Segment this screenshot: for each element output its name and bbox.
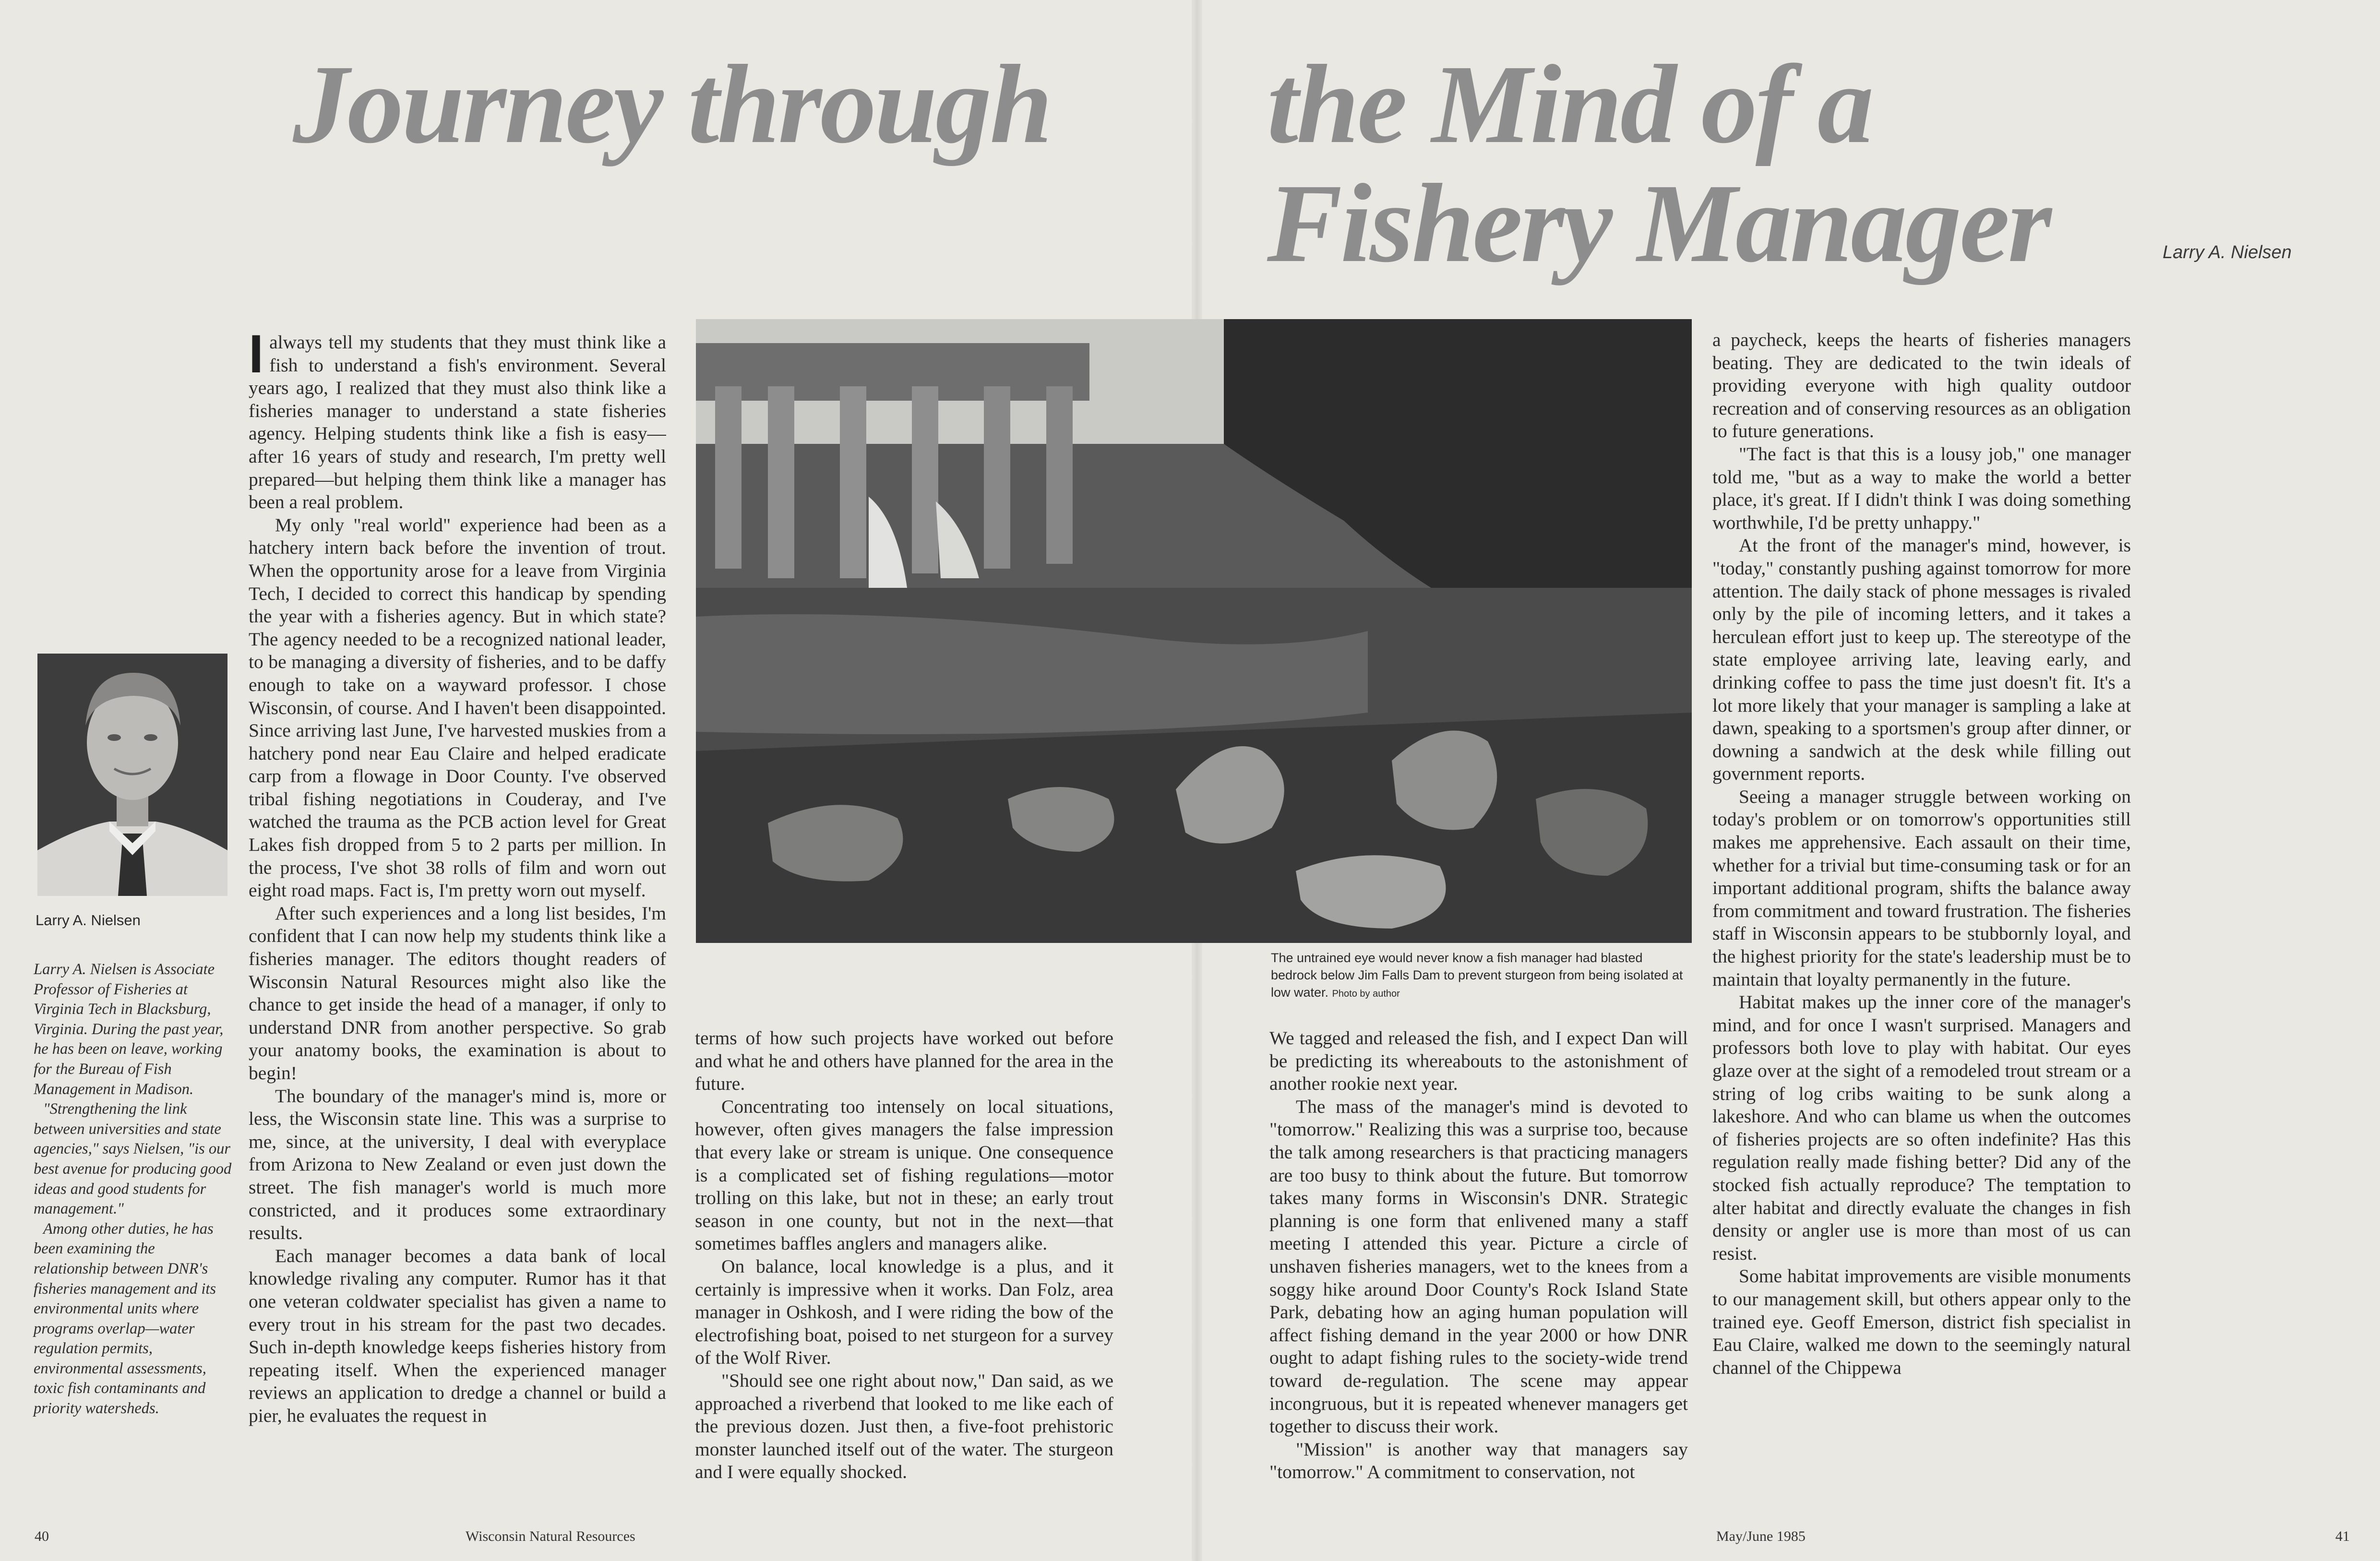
body-paragraph: Seeing a manager struggle between working on today's problem or on tomorrow's opportunities still makes me apprehensive. Each assault on their time, whether for a trivial but time-consuming task or for an important additional program, shifts the balance away from commitment and toward frustration. The fisheries staff in Wisconsin appears to be stubbornly loyal, and the highest priority for the state's leadership must be to maintain that loyalty permanently in the future. [1712, 786, 2131, 990]
dam-photo-image [696, 319, 1692, 943]
author-bio [34, 960, 233, 1419]
photo-caption [1271, 949, 1688, 1002]
body-paragraph: The mass of the manager's mind is devoted to "tomorrow." Realizing this was a surprise too, because the talk among researchers is that practicing managers are too busy to think about the future. But tomorrow takes many forms in Wisconsin's DNR. Strategic planning is one form that enlivened many a staff meeting I attended this year. Picture a circle of unshaven fisheries managers, wet to the knees from a soggy hike around Door County's Rock Island State Park, debating how an aging human population will affect fishing demand in the year 2000 or how DNR ought to adapt fishing rules to the society-wide trend toward de-regulation. The scene may appear incongruous, but it is repeated whenever managers get together to discuss their work. [1269, 1096, 1688, 1437]
author-byline: Larry A. Nielsen [2163, 242, 2292, 262]
body-paragraph: At the front of the manager's mind, however, is "today," constantly pushing against tomorrow for more attention. The daily stack of phone messages is rivaled only by the pile of incoming letters, and it takes a herculean effort just to keep up. The stereotype of the state employee arriving late, leaving early, and drinking coffee to pass the time just doesn't fit. It's a lot more likely that your manager is sampling a lake at dawn, speaking to a sportsmen's group after dinner, or downing a sandwich at the desk while filling out government reports. [1712, 535, 2131, 785]
body-paragraph: Habitat makes up the inner core of the manager's mind, and for once I wasn't surprised. Managers and professors both love to play with habitat. Our eyes glaze over at the sight of a remodeled trout stream or a string of log cribs waiting to be sunk along a lakeshore. And who can blame us when the outcomes of fisheries projects are so often indefinite? Has this regulation really made fishing better? Did any of the stocked fish actually reproduce? The temptation to alter habitat and directly evaluate the changes in fish density or angler use is more than most of us can resist. [1712, 991, 2131, 1264]
drop-cap: I [249, 331, 264, 384]
right-page-number: 41 [2335, 1528, 2350, 1544]
title-line2-right: Fishery Manager [1267, 161, 2050, 286]
dam-photo [696, 319, 1692, 943]
author-portrait-photo [37, 654, 227, 896]
body-paragraph: The boundary of the manager's mind is, more or less, the Wisconsin state line. This was a surprise to me, since, at the university, I deal with everyplace from Arizona to New Zealand or even just down the street. The fish manager's world is much more constricted, and it produces some extraordinary results. [249, 1085, 666, 1244]
body-paragraph: terms of how such projects have worked out before and what he and others have planned for the area in the future. [695, 1027, 1113, 1095]
body-paragraph: My only "real world" experience had been as a hatchery intern back before the invention of trout. When the opportunity arose for a leave from Virginia Tech, I decided to correct this handicap by spending the year with a fisheries agency. But in which state? The agency needed to be a recognized national leader, to be managing a diversity of fisheries, and to be daffy enough to take on a wayward professor. I chose Wisconsin, of course. And I haven't been disappointed. Since arriving last June, I've harvested muskies from a hatchery pond near Eau Claire and helped eradicate carp from a flowage in Door County. I've observed tribal fishing negotiations in Couderay, and I've watched the trauma as the PCB action level for Great Lakes fish dropped from 5 to 2 parts per million. In the process, I've shot 38 rolls of film and worn out eight road maps. Fact is, I'm pretty worn out myself. [249, 514, 666, 901]
article-column-3 [1269, 1027, 1688, 1507]
body-paragraph: We tagged and released the fish, and I expect Dan will be predicting its whereabouts to the astonishment of another rookie next year. [1269, 1027, 1688, 1095]
bio-paragraph: "Strengthening the link between universities and state agencies," says Nielsen, "is our best avenue for producing good ideas and good students for management." [34, 1100, 232, 1218]
body-paragraph: Some habitat improvements are visible monuments to our management skill, but others appear only to the trained eye. Geoff Emerson, district fish specialist in Eau Claire, walked me down to the seemingly natural channel of the Chippewa [1712, 1265, 2131, 1378]
title-line1-left: Journey through [293, 42, 1051, 167]
photo-credit: Photo by author [1332, 989, 1400, 999]
article-column-4 [1712, 329, 2131, 1507]
title-line1-right: the Mind of a [1267, 42, 1872, 167]
bio-paragraph: Among other duties, he has been examining the relationship between DNR's fisheries management and its environmental units where programs overlap—water regulation permits, environmental assessments, toxic fish contaminants and priority watersheds. [34, 1220, 216, 1418]
portrait-image [37, 654, 227, 896]
body-paragraph: Concentrating too intensely on local situations, however, often gives managers the false impression that every lake or stream is unique. One consequence is a complicated set of fishing regulations—motor trolling on this lake, but not in these; an early trout season in one county, but not in the next—that sometimes baffles anglers and managers alike. [695, 1096, 1113, 1254]
body-paragraph: "The fact is that this is a lousy job," one manager told me, "but as a way to make the world a better place, it's great. If I didn't think I was doing something worthwhile, I'd be pretty unhappy." [1712, 443, 2131, 533]
body-paragraph: Ialways tell my students that they must think like a fish to understand a fish's environment. Several years ago, I realized that they must also think like a fisheries manager to understand a state fisheries agency. Helping students think like a fish is easy—after 16 years of study and research, I'm pretty well prepared—but helping them think like a manager has been a real problem. [249, 331, 666, 513]
left-page-number: 40 [35, 1528, 49, 1544]
bio-paragraph: Larry A. Nielsen is Associate Professor of Fisheries at Virginia Tech in Blacksburg, Virginia. During the past year, he has been on leave, working for the Bureau of Fish Management in Madison. [34, 961, 224, 1098]
body-paragraph: Each manager becomes a data bank of local knowledge rivaling any computer. Rumor has it that one veteran coldwater specialist has given a name to every trout in his stream for the past two decades. Such in-depth knowledge keeps fisheries history from repeating itself. When the experienced manager reviews an application to dredge a channel or build a pier, he evaluates the request in [249, 1245, 666, 1426]
portrait-label: Larry A. Nielsen [36, 912, 141, 929]
article-column-2 [695, 1027, 1113, 1507]
left-running-footer: Wisconsin Natural Resources [466, 1528, 635, 1544]
article-column-1 [249, 331, 666, 1507]
right-running-footer: May/June 1985 [1716, 1528, 1806, 1544]
body-paragraph: "Mission" is another way that managers say "tomorrow." A commitment to conservation, not [1269, 1438, 1688, 1483]
body-paragraph: After such experiences and a long list besides, I'm confident that I can now help my students think like a fisheries manager. The editors thought readers of Wisconsin Natural Resources might also like the chance to get inside the head of a manager, if only to understand DNR from another perspective. So grab your anatomy books, the examination is about to begin! [249, 902, 666, 1084]
body-paragraph: "Should see one right about now," Dan said, as we approached a riverbend that looked to me like each of the previous dozen. Just then, a five-foot prehistoric monster launched itself out of the water. The sturgeon and I were equally shocked. [695, 1370, 1113, 1483]
caption-text: The untrained eye would never know a fish manager had blasted bedrock below Jim Falls Dam to prevent sturgeon from being isolated at low water. [1271, 951, 1683, 1000]
body-paragraph: a paycheck, keeps the hearts of fisheries managers beating. They are dedicated to the twin ideals of providing everyone with high quality outdoor recreation and of conserving resources as an obligation to future generations. [1712, 329, 2131, 442]
body-paragraph: On balance, local knowledge is a plus, and it certainly is impressive when it works. Dan Folz, area manager in Oshkosh, and I were riding the bow of the electrofishing boat, poised to net sturgeon for a survey of the Wolf River. [695, 1255, 1113, 1369]
